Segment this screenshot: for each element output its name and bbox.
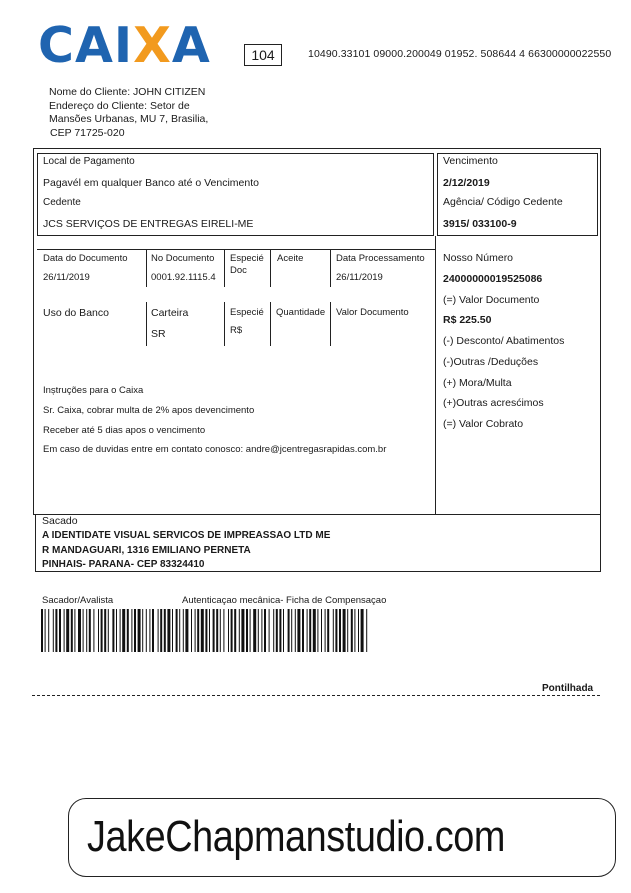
barcode-bar bbox=[48, 609, 49, 652]
barcode bbox=[41, 609, 368, 652]
nosso-numero-label: Nosso Número bbox=[443, 252, 514, 264]
barcode-bar bbox=[176, 609, 178, 652]
vencimento-value: 2/12/2019 bbox=[443, 177, 490, 189]
watermark-text: JakeChapmanstudio.com bbox=[87, 812, 505, 861]
agencia-label: Agência/ Código Cedente bbox=[443, 196, 563, 208]
valor-documento-label: Valor Documento bbox=[336, 307, 409, 318]
barcode-bar bbox=[253, 609, 256, 652]
barcode-bar bbox=[160, 609, 162, 652]
barcode-bar bbox=[158, 609, 159, 652]
cedente-value: JCS SERVIÇOS DE ENTREGAS EIRELI-ME bbox=[43, 218, 254, 230]
right-column-divider bbox=[435, 236, 436, 515]
barcode-bar bbox=[347, 609, 348, 652]
barcode-bar bbox=[327, 609, 329, 652]
barcode-bar bbox=[302, 609, 304, 652]
especie-doc-label: Especié bbox=[230, 253, 264, 264]
barcode-bar bbox=[246, 609, 248, 652]
barcode-bar bbox=[172, 609, 173, 652]
barcode-bar bbox=[185, 609, 188, 652]
barcode-bar bbox=[297, 609, 300, 652]
barcode-bar bbox=[152, 609, 154, 652]
barcode-bar bbox=[335, 609, 337, 652]
barcode-bar bbox=[127, 609, 129, 652]
no-documento-value: 0001.92.1115.4 bbox=[151, 272, 216, 283]
sacador-avalista-label: Sacador/Avalista bbox=[42, 595, 114, 606]
barcode-bar bbox=[313, 609, 316, 652]
barcode-bar bbox=[191, 609, 192, 652]
uso-banco-label: Uso do Banco bbox=[43, 307, 109, 319]
sacado-line1: A IDENTIDATE VISUAL SERVICOS DE IMPREASSAO LTD ME bbox=[42, 530, 331, 541]
especie-label: Especié bbox=[230, 307, 264, 318]
barcode-bar bbox=[78, 609, 81, 652]
digitable-line: 10490.33101 09000.200049 01952. 508644 4 66300000022550 bbox=[308, 48, 612, 60]
instrucoes-line3: Em caso de duvidas entre em contato conosco: andre@jcentregasrapidas.com.br bbox=[43, 444, 387, 455]
barcode-bar bbox=[258, 609, 259, 652]
banco-col-line-3 bbox=[270, 302, 271, 346]
barcode-bar bbox=[361, 609, 364, 652]
autenticacao-label: Autenticaçao mecânica- Ficha de Compensaçao bbox=[182, 595, 387, 606]
barcode-bar bbox=[112, 609, 114, 652]
logo-text-part2: A bbox=[171, 17, 211, 74]
barcode-bar bbox=[116, 609, 117, 652]
logo-x: X bbox=[133, 17, 172, 74]
especie-doc-label-doc: Doc bbox=[230, 265, 247, 276]
client-info bbox=[49, 86, 208, 140]
local-pagamento-label: Local de Pagamento bbox=[43, 156, 135, 167]
valor-documento-right-value: R$ 225.50 bbox=[443, 314, 492, 326]
barcode-bar bbox=[343, 609, 346, 652]
barcode-bar bbox=[307, 609, 308, 652]
quantidade-label: Quantidade bbox=[276, 307, 326, 318]
valor-documento-right-label: (=) Valor Documento bbox=[443, 294, 540, 306]
bank-code: 104 bbox=[244, 44, 282, 66]
instrucoes-line2: Receber até 5 dias apos o vencimento bbox=[43, 425, 206, 436]
barcode-bar bbox=[122, 609, 125, 652]
no-documento-label: No Documento bbox=[151, 253, 215, 264]
data-processamento-value: 26/11/2019 bbox=[336, 272, 383, 283]
barcode-bar bbox=[45, 609, 46, 652]
barcode-bar bbox=[146, 609, 147, 652]
barcode-bar bbox=[325, 609, 326, 652]
barcode-bar bbox=[66, 609, 69, 652]
barcode-bar bbox=[261, 609, 262, 652]
barcode-bar bbox=[339, 609, 341, 652]
carteira-value: SR bbox=[151, 328, 166, 340]
banco-col-line-2 bbox=[224, 302, 225, 346]
data-documento-label: Data do Documento bbox=[43, 253, 128, 264]
barcode-bar bbox=[228, 609, 229, 652]
agencia-value: 3915/ 033100-9 bbox=[443, 218, 517, 230]
barcode-bar bbox=[205, 609, 207, 652]
barcode-bar bbox=[74, 609, 75, 652]
barcode-bar bbox=[279, 609, 281, 652]
barcode-bar bbox=[333, 609, 334, 652]
sacado-line3: PINHAIS- PARANA- CEP 83324410 bbox=[42, 559, 205, 570]
barcode-bar bbox=[83, 609, 84, 652]
doc-col-line-2 bbox=[224, 249, 225, 287]
valor-cobrado-label: (=) Valor Cobrato bbox=[443, 418, 524, 430]
instrucoes-title: Inștruções para o Caixa bbox=[43, 385, 144, 396]
barcode-bar bbox=[93, 609, 94, 652]
doc-col-line-1 bbox=[146, 249, 147, 287]
local-pagamento-value: Pagavél em qualquer Banco até o Vencimento bbox=[43, 177, 259, 189]
banco-col-line-4 bbox=[330, 302, 331, 346]
barcode-bar bbox=[71, 609, 73, 652]
barcode-bar bbox=[358, 609, 359, 652]
barcode-bar bbox=[179, 609, 180, 652]
barcode-bar bbox=[220, 609, 221, 652]
barcode-bar bbox=[234, 609, 236, 652]
barcode-bar bbox=[283, 609, 284, 652]
barcode-bar bbox=[309, 609, 311, 652]
barcode-bar bbox=[134, 609, 136, 652]
barcode-bar bbox=[241, 609, 244, 652]
barcode-bar bbox=[239, 609, 240, 652]
doc-col-line-4 bbox=[330, 249, 331, 287]
barcode-bar bbox=[89, 609, 91, 652]
doc-col-line-3 bbox=[270, 249, 271, 287]
barcode-bar bbox=[216, 609, 218, 652]
barcode-bar bbox=[288, 609, 290, 652]
instrucoes-line1: Sr. Caixa, cobrar multa de 2% apos devencimento bbox=[43, 405, 255, 416]
barcode-bar bbox=[317, 609, 318, 652]
barcode-bar bbox=[269, 609, 270, 652]
barcode-bar bbox=[167, 609, 170, 652]
barcode-bar bbox=[276, 609, 278, 652]
watermark-banner bbox=[68, 798, 616, 877]
barcode-bar bbox=[291, 609, 292, 652]
barcode-bar bbox=[120, 609, 121, 652]
barcode-bar bbox=[55, 609, 57, 652]
barcode-bar bbox=[138, 609, 141, 652]
barcode-bar bbox=[131, 609, 132, 652]
barcode-bar bbox=[164, 609, 166, 652]
barcode-bar bbox=[183, 609, 184, 652]
barcode-bar bbox=[104, 609, 106, 652]
client-cep: CEP 71725-020 bbox=[50, 126, 125, 139]
barcode-bar bbox=[86, 609, 87, 652]
barcode-bar bbox=[209, 609, 210, 652]
barcode-bar bbox=[59, 609, 61, 652]
mora-multa-label: (+) Mora/Multa bbox=[443, 377, 512, 389]
vencimento-label: Vencimento bbox=[443, 155, 498, 167]
barcode-bar bbox=[108, 609, 109, 652]
barcode-bar bbox=[250, 609, 251, 652]
barcode-bar bbox=[223, 609, 224, 652]
barcode-bar bbox=[273, 609, 274, 652]
logo-text-part1: CAI bbox=[38, 17, 134, 74]
data-documento-value: 26/11/2019 bbox=[43, 272, 90, 283]
especie-value: R$ bbox=[230, 325, 243, 336]
barcode-bar bbox=[231, 609, 233, 652]
nosso-numero-value: 24000000019525086 bbox=[443, 273, 543, 285]
barcode-bar bbox=[321, 609, 322, 652]
outras-deducoes-label: (-)Outras /Deduções bbox=[443, 356, 539, 368]
barcode-bar bbox=[149, 609, 150, 652]
barcode-bar bbox=[264, 609, 266, 652]
barcode-bar bbox=[295, 609, 296, 652]
sacado-line2: R MANDAGUARI, 1316 EMILIANO PERNETA bbox=[42, 545, 251, 556]
barcode-bar bbox=[64, 609, 65, 652]
pontilhada-label: Pontilhada bbox=[542, 683, 594, 694]
carteira-label: Carteira bbox=[151, 307, 189, 319]
caixa-logo bbox=[38, 17, 211, 74]
desconto-label: (-) Desconto/ Abatimentos bbox=[443, 335, 565, 347]
barcode-bar bbox=[98, 609, 99, 652]
barcode-bar bbox=[354, 609, 355, 652]
barcode-bar bbox=[53, 609, 54, 652]
barcode-bar bbox=[197, 609, 199, 652]
client-address-line2: Mansões Urbanas, MU 7, Brasilia, bbox=[49, 113, 209, 125]
barcode-bar bbox=[142, 609, 143, 652]
outros-acrescimos-label: (+)Outras acresćimos bbox=[443, 397, 544, 409]
barcode-bar bbox=[351, 609, 353, 652]
barcode-bar bbox=[366, 609, 367, 652]
client-address-line1: Endereço do Cliente: Setor de bbox=[49, 99, 190, 112]
client-name: Nome do Cliente: JOHN CITIZEN bbox=[49, 86, 206, 98]
barcode-bar bbox=[101, 609, 103, 652]
barcode-bar bbox=[201, 609, 204, 652]
sacado-label: Sacado bbox=[42, 515, 78, 527]
barcode-bar bbox=[195, 609, 196, 652]
barcode-bar bbox=[41, 609, 43, 652]
doc-row-divider bbox=[37, 249, 435, 250]
banco-col-line-1 bbox=[146, 302, 147, 346]
cedente-label: Cedente bbox=[43, 197, 81, 208]
data-processamento-label: Data Processamento bbox=[336, 253, 425, 264]
barcode-bar bbox=[213, 609, 215, 652]
aceite-label: Aceite bbox=[277, 253, 304, 264]
dashed-cut-line bbox=[32, 695, 600, 696]
